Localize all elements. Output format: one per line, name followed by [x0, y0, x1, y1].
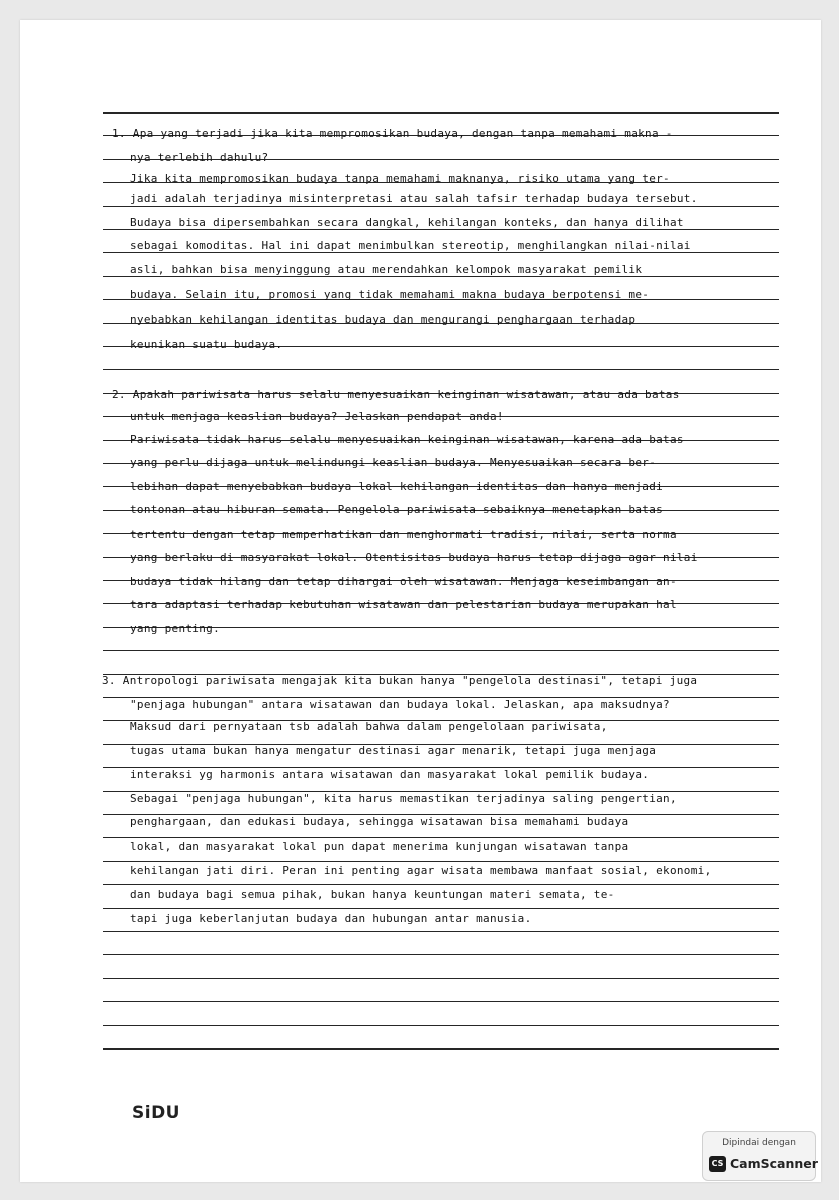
ruled-line — [103, 112, 779, 114]
ruled-line — [103, 861, 779, 862]
ruled-line — [103, 837, 779, 838]
handwritten-line: Sebagai "penjaga hubungan", kita harus memastikan terjadinya saling pengertian, — [130, 792, 677, 805]
notebook-page — [20, 20, 821, 1182]
handwritten-line: Jika kita mempromosikan budaya tanpa memahami maknanya, risiko utama yang ter- — [130, 172, 670, 185]
handwritten-line: jadi adalah terjadinya misinterpretasi atau salah tafsir terhadap budaya tersebut. — [130, 192, 698, 205]
ruled-line — [103, 884, 779, 885]
ruled-line — [103, 229, 779, 230]
handwritten-line: interaksi yg harmonis antara wisatawan dan masyarakat lokal pemilik budaya. — [130, 768, 650, 781]
ruled-line — [103, 908, 779, 909]
handwritten-line: tertentu dengan tetap memperhatikan dan menghormati tradisi, nilai, serta norma — [130, 528, 677, 541]
handwritten-line: untuk menjaga keaslian budaya? Jelaskan pendapat anda! — [130, 410, 504, 423]
camscanner-logo-icon: CS — [709, 1156, 726, 1172]
ruled-line — [103, 1048, 779, 1050]
handwritten-line: Pariwisata tidak harus selalu menyesuaikan keinginan wisatawan, karena ada batas — [130, 433, 684, 446]
handwritten-line: penghargaan, dan edukasi budaya, sehingga wisatawan bisa memahami budaya — [130, 815, 629, 828]
handwritten-line: budaya. Selain itu, promosi yang tidak memahami makna budaya berpotensi me- — [130, 288, 650, 301]
handwritten-line: tontonan atau hiburan semata. Pengelola pariwisata sebaiknya menetapkan batas — [130, 503, 664, 516]
handwritten-line: lokal, dan masyarakat lokal pun dapat menerima kunjungan wisatawan tanpa — [130, 840, 629, 853]
notebook-brand-logo: SiDU — [132, 1103, 180, 1123]
handwritten-line: lebihan dapat menyebabkan budaya lokal kehilangan identitas dan hanya menjadi — [130, 480, 664, 493]
ruled-line — [103, 276, 779, 277]
ruled-line — [103, 1025, 779, 1026]
handwritten-line: budaya tidak hilang dan tetap dihargai oleh wisatawan. Menjaga keseimbangan an- — [130, 575, 677, 588]
ruled-line — [103, 978, 779, 979]
ruled-line — [103, 931, 779, 932]
handwritten-line: 1. Apa yang terjadi jika kita mempromosikan budaya, dengan tanpa memahami makna - — [112, 127, 673, 140]
handwritten-line: tapi juga keberlanjutan budaya dan hubungan antar manusia. — [130, 912, 532, 925]
handwritten-line: kehilangan jati diri. Peran ini penting agar wisata membawa manfaat sosial, ekonomi, — [130, 864, 712, 877]
ruled-line — [103, 1001, 779, 1002]
scanner-caption: Dipindai dengan — [722, 1138, 796, 1148]
ruled-line — [103, 206, 779, 207]
ruled-line — [103, 650, 779, 651]
handwritten-line: nya terlebih dahulu? — [130, 151, 269, 164]
ruled-line — [103, 369, 779, 370]
handwritten-line: "penjaga hubungan" antara wisatawan dan budaya lokal. Jelaskan, apa maksudnya? — [130, 698, 670, 711]
handwritten-line: yang penting. — [130, 622, 220, 635]
ruled-line — [103, 954, 779, 955]
handwritten-line: 2. Apakah pariwisata harus selalu menyesuaikan keinginan wisatawan, atau ada batas — [112, 388, 680, 401]
handwritten-line: keunikan suatu budaya. — [130, 338, 283, 351]
handwritten-line: tugas utama bukan hanya mengatur destinasi agar menarik, tetapi juga menjaga — [130, 744, 657, 757]
handwritten-line: asli, bahkan bisa menyinggung atau merendahkan kelompok masyarakat pemilik — [130, 263, 643, 276]
ruled-line — [103, 252, 779, 253]
scanner-name: CamScanner — [730, 1156, 818, 1171]
handwritten-line: tara adaptasi terhadap kebutuhan wisatawan dan pelestarian budaya merupakan hal — [130, 598, 677, 611]
handwritten-line: dan budaya bagi semua pihak, bukan hanya keuntungan materi semata, te- — [130, 888, 615, 901]
handwritten-line: nyebabkan kehilangan identitas budaya dan mengurangi penghargaan terhadap — [130, 313, 636, 326]
handwritten-line: yang perlu dijaga untuk melindungi keaslian budaya. Menyesuaikan secara ber- — [130, 456, 657, 469]
handwritten-line: sebagai komoditas. Hal ini dapat menimbulkan stereotip, menghilangkan nilai-nilai — [130, 239, 691, 252]
handwritten-line: Maksud dari pernyataan tsb adalah bahwa dalam pengelolaan pariwisata, — [130, 720, 608, 733]
handwritten-line: 3. Antropologi pariwisata mengajak kita bukan hanya "pengelola destinasi", tetapi juga — [102, 674, 698, 687]
scanner-watermark — [702, 1131, 816, 1181]
handwritten-line: Budaya bisa dipersembahkan secara dangkal, kehilangan konteks, dan hanya dilihat — [130, 216, 684, 229]
handwritten-line: yang berlaku di masyarakat lokal. Otentisitas budaya harus tetap dijaga agar nilai — [130, 551, 698, 564]
